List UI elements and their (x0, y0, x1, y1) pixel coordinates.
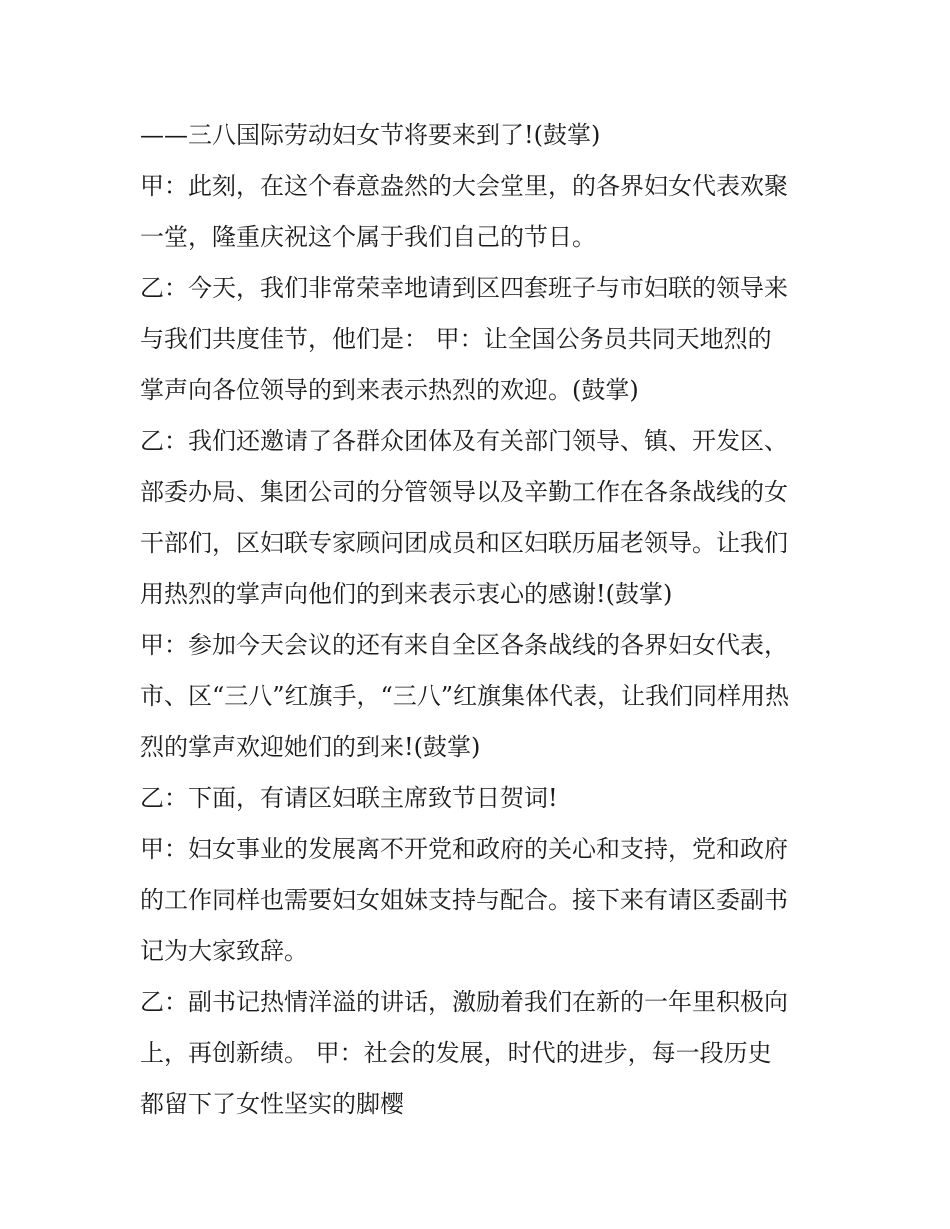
text-line: 烈的掌声欢迎她们的到来!(鼓掌) (140, 733, 481, 761)
text-line: 乙：我们还邀请了各群众团体及有关部门领导、镇、开发区、 (140, 427, 788, 455)
text-line: 记为大家致辞。 (140, 937, 308, 965)
text-line: 干部们，区妇联专家顾问团成员和区妇联历届老领导。让我们 (140, 529, 788, 557)
text-line: 与我们共度佳节，他们是： 甲：让全国公务员共同天地烈的 (140, 325, 772, 353)
text-line: 乙：今天，我们非常荣幸地请到区四套班子与市妇联的领导来 (140, 274, 788, 302)
text-line: 乙：副书记热情洋溢的讲话，激励着我们在新的一年里积极向 (140, 988, 788, 1016)
body-text (140, 110, 820, 1130)
text-line: 乙：下面，有请区妇联主席致节日贺词! (140, 784, 558, 812)
text-line: 甲：参加今天会议的还有来自全区各条战线的各界妇女代表， (140, 631, 788, 659)
text-line: ——三八国际劳动妇女节将要来到了!(鼓掌) (140, 121, 601, 149)
text-line: 甲：妇女事业的发展离不开党和政府的关心和支持，党和政府 (140, 835, 788, 863)
text-line: 上，再创新绩。 甲：社会的发展，时代的进步，每一段历史 (140, 1039, 772, 1067)
text-line: 掌声向各位领导的到来表示热烈的欢迎。(鼓掌) (140, 376, 639, 404)
text-line: 市、区“三八”红旗手，“三八”红旗集体代表，让我们同样用热 (140, 682, 790, 710)
text-line: 一堂，隆重庆祝这个属于我们自己的节日。 (140, 223, 596, 251)
text-line: 甲：此刻，在这个春意盎然的大会堂里，的各界妇女代表欢聚 (140, 172, 788, 200)
text-line: 的工作同样也需要妇女姐妹支持与配合。接下来有请区委副书 (140, 886, 788, 914)
text-line: 都留下了女性坚实的脚樱 (140, 1090, 404, 1118)
text-line: 用热烈的掌声向他们的到来表示衷心的感谢!(鼓掌) (140, 580, 673, 608)
text-line: 部委办局、集团公司的分管领导以及辛勤工作在各条战线的女 (140, 478, 788, 506)
